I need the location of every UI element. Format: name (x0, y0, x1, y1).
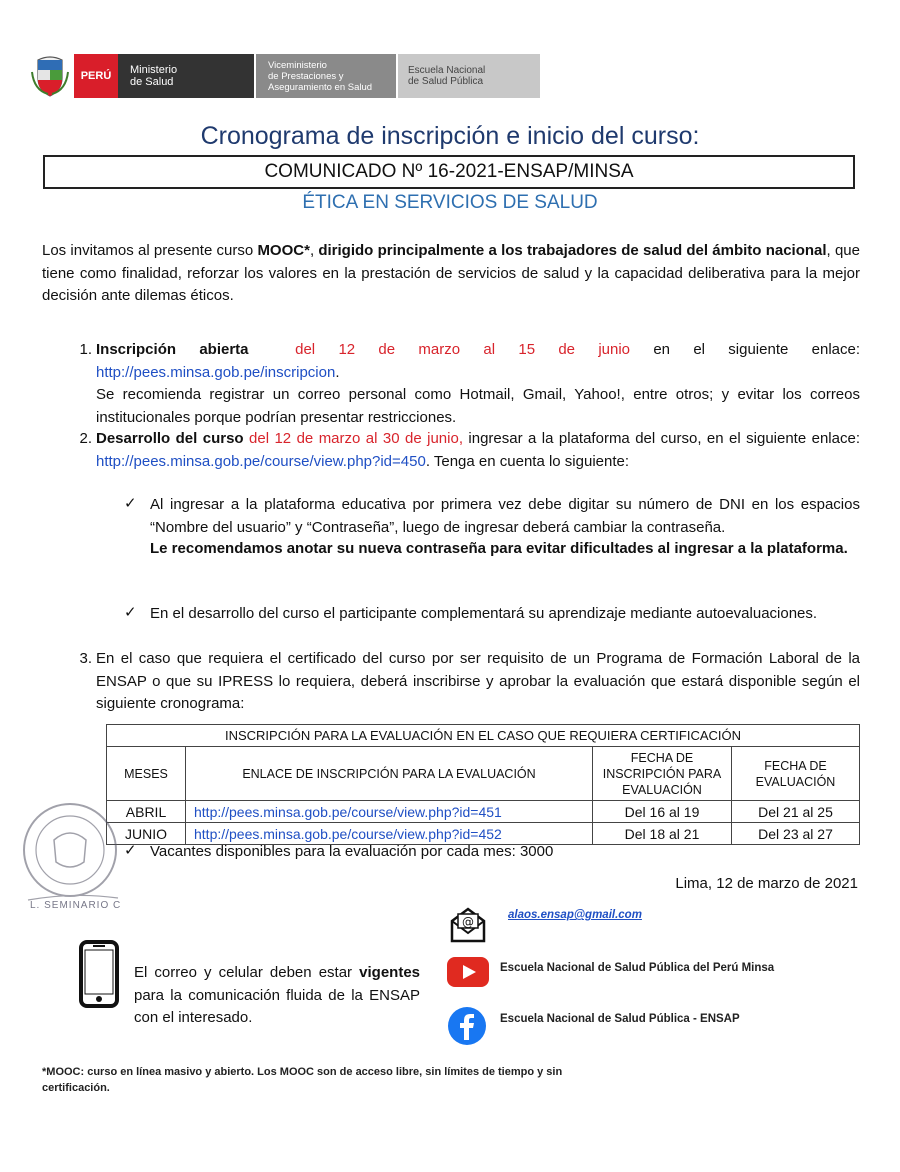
list-item-1: 1. Inscripción abierta del 12 de marzo al 15 de junio en el siguiente enlace: http://pees.minsa.gob.pe/inscripcion. Se recomienda registrar un correo personal como Hotmail, Gmail, Yahoo!, entre otros; y evitar los correos institucionales porque podrían presentar restricciones. (79, 341, 861, 426)
list-item-2: 2. Desarrollo del curso del 12 de marzo al 30 de junio, ingresar a la plataforma del curso, en el siguiente enlace: http://pees.minsa.gob.pe/course/view.php?id=450. Tenga en cuenta lo siguiente: (79, 430, 860, 470)
contact-note: El correo y celular deben estar vigentes para la comunicación fluida de la ENSAP con el interesado. (134, 964, 420, 1026)
evaluation-schedule-table (106, 724, 860, 845)
peru-logo: PERÚ (74, 54, 118, 98)
check-icon: ✓ (124, 842, 137, 859)
check-icon: ✓ (124, 495, 137, 512)
table-header: MESES (107, 747, 186, 801)
youtube-channel: Escuela Nacional de Salud Pública del Perú Minsa (500, 962, 775, 974)
facebook-page: Escuela Nacional de Salud Pública - ENSAP (500, 1013, 740, 1025)
mooc-footnote: *MOOC: curso en línea masivo y abierto. Los MOOC son de acceso libre, sin límites de tiempo y sin certificación. (42, 1066, 563, 1094)
table-header: FECHA DE INSCRIPCIÓN PARA EVALUACIÓN (593, 747, 732, 801)
facebook-icon (447, 1006, 487, 1046)
ministerio-logo: Ministerio de Salud (118, 54, 254, 98)
check-icon: ✓ (124, 604, 137, 621)
check-item-2: En el desarrollo del curso el participante complementará su aprendizaje mediante autoevaluaciones. (150, 605, 818, 622)
course-link[interactable]: http://pees.minsa.gob.pe/course/view.php?id=450 (96, 452, 426, 470)
email-link[interactable]: alaos.ensap@gmail.com (508, 909, 642, 921)
email-icon (449, 905, 487, 943)
course-name: ÉTICA EN SERVICIOS DE SALUD (302, 192, 598, 213)
svg-text:@: @ (462, 915, 474, 929)
evaluation-link-junio[interactable]: http://pees.minsa.gob.pe/course/view.php?id=452 (194, 825, 502, 842)
youtube-icon (447, 957, 489, 987)
table-row: JUNIO http://pees.minsa.gob.pe/course/view.php?id=452 Del 18 al 21 Del 23 al 27 (107, 823, 860, 845)
table-row: ABRIL http://pees.minsa.gob.pe/course/view.php?id=451 Del 16 al 19 Del 21 al 25 (107, 801, 860, 823)
vacantes-text: Vacantes disponibles para la evaluación por cada mes: 3000 (150, 843, 554, 860)
page-title: Cronograma de inscripción e inicio del curso: (200, 122, 700, 150)
table-header: ENLACE DE INSCRIPCIÓN PARA LA EVALUACIÓN (186, 747, 593, 801)
comunicado-number: COMUNICADO Nº 16-2021-ENSAP/MINSA (43, 155, 855, 189)
escuela-logo: Escuela Nacional de Salud Pública (398, 54, 540, 98)
coat-of-arms-icon (30, 54, 70, 98)
stamp-label: L. SEMINARIO C (30, 900, 122, 911)
list-item-3: 3. En el caso que requiera el certificado del curso por ser requisito de un Programa de Formación Laboral de la ENSAP o que su IPRESS lo requiera, deberá inscribirse y aprobar la evaluación que estará disponible según el siguiente cronograma: (79, 650, 860, 712)
date-text: Lima, 12 de marzo de 2021 (675, 875, 858, 892)
evaluation-link-abril[interactable]: http://pees.minsa.gob.pe/course/view.php?id=451 (194, 803, 502, 820)
table-title: INSCRIPCIÓN PARA LA EVALUACIÓN EN EL CASO QUE REQUIERA CERTIFICACIÓN (107, 725, 860, 747)
header-logos (30, 54, 540, 98)
check-item-1: Al ingresar a la plataforma educativa por primera vez debe digitar su número de DNI en los espacios “Nombre del usuario” y “Contraseña”, luego de ingresar deberá cambiar la contraseña. Le recomendamos anotar su nueva contraseña para evitar dificultades al ingresar a la plataforma. (150, 496, 860, 557)
official-seal-stamp (14, 800, 124, 912)
inscripcion-link[interactable]: http://pees.minsa.gob.pe/inscripcion (96, 363, 336, 381)
phone-icon (79, 940, 119, 1008)
intro-paragraph: Los invitamos al presente curso MOOC*, dirigido principalmente a los trabajadores de salud del ámbito nacional, que tiene como finalidad, reforzar los valores en la prestación de servicios de salud y la capacidad deliberativa para la mejor decisión ante dilemas éticos. (42, 242, 860, 304)
table-header: FECHA DE EVALUACIÓN (732, 747, 860, 801)
viceministerio-logo: Viceministerio de Prestaciones y Aseguramiento en Salud (256, 54, 396, 98)
